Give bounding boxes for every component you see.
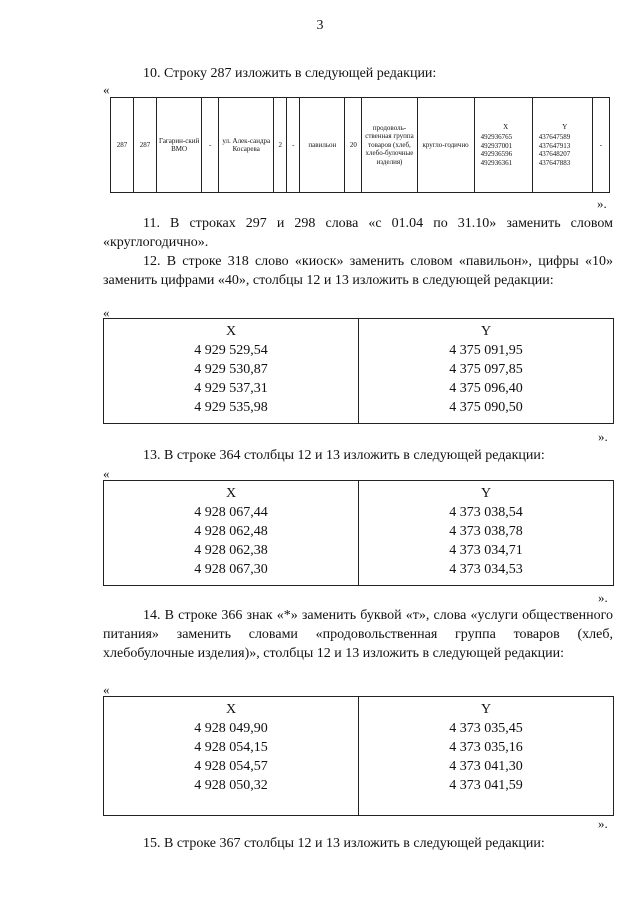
x-value: 4 928 049,90	[194, 721, 268, 736]
paragraph-15: 15. В строке 367 столбцы 12 и 13 изложить в следующей редакции:	[143, 836, 545, 851]
x-column	[104, 481, 359, 586]
y-header: Y	[480, 702, 492, 717]
paragraph-11: 11. В строках 297 и 298 слова «с 01.04 по 31.10» заменить словом «круглогодично».	[103, 216, 613, 250]
quote-open: «	[103, 466, 110, 481]
x-value: 4 929 530,87	[194, 362, 268, 377]
x-value: 492936765	[480, 133, 513, 142]
cell-c4: -	[202, 98, 219, 193]
y-value: 4 375 090,50	[449, 400, 523, 415]
table-row	[111, 98, 610, 193]
x-value: 4 928 054,15	[194, 740, 268, 755]
cell-c11: кругло-годично	[417, 98, 474, 193]
y-column	[359, 697, 614, 816]
x-value: 4 928 062,48	[194, 524, 268, 539]
y-value: 437647589	[538, 133, 571, 142]
quote-close: ».	[597, 196, 607, 211]
cell-c1: 287	[111, 98, 134, 193]
table-row	[104, 481, 614, 586]
cell-c6: 2	[274, 98, 287, 193]
y-value: 4 373 035,45	[449, 721, 523, 736]
paragraph-10: 10. Строку 287 изложить в следующей редакции:	[143, 66, 437, 81]
quote-close: ».	[598, 816, 608, 831]
y-value: 4 373 038,54	[449, 505, 523, 520]
y-value: 4 373 041,30	[449, 759, 523, 774]
y-header: Y	[480, 486, 492, 501]
y-value: 437648207	[538, 150, 571, 159]
x-header: X	[503, 122, 509, 131]
x-value: 4 928 067,30	[194, 562, 268, 577]
y-value: 4 373 035,16	[449, 740, 523, 755]
y-value: 4 373 034,71	[449, 543, 523, 558]
cell-c2: 287	[134, 98, 157, 193]
x-value: 492936361	[480, 158, 513, 167]
y-value: 437647913	[538, 141, 571, 150]
coord-table-14	[103, 696, 614, 816]
x-value: 4 929 529,54	[194, 343, 268, 358]
y-value: 4 373 034,53	[449, 562, 523, 577]
y-column	[359, 481, 614, 586]
y-value: 4 375 091,95	[449, 343, 523, 358]
paragraph-13: 13. В строке 364 столбцы 12 и 13 изложить в следующей редакции:	[143, 448, 545, 463]
paragraph-14: 14. В строке 366 знак «*» заменить буквой «т», слова «услуги общественного питания» заменить словами «продовольственная группа товаров (хлеб, хлебобулочные изделия)», столбцы 12 и 13 изложить в следующей редакции:	[103, 608, 613, 661]
x-header: X	[225, 324, 237, 339]
x-column	[104, 697, 359, 816]
quote-open: «	[103, 682, 110, 697]
paragraph-12: 12. В строке 318 слово «киоск» заменить словом «павильон», цифры «10» заменить цифрами «40», столбцы 12 и 13 изложить в следующей редакции:	[103, 254, 613, 288]
x-value: 492936596	[480, 150, 513, 159]
x-column	[104, 319, 359, 424]
cell-c7: -	[287, 98, 300, 193]
coord-table-12	[103, 318, 614, 424]
x-header: X	[225, 486, 237, 501]
x-value: 4 928 054,57	[194, 759, 268, 774]
y-header: Y	[480, 324, 492, 339]
coord-table-13	[103, 480, 614, 586]
y-column	[359, 319, 614, 424]
x-value: 492937001	[480, 141, 513, 150]
y-value: 4 373 038,78	[449, 524, 523, 539]
cell-x	[474, 98, 532, 193]
x-value: 4 928 067,44	[194, 505, 268, 520]
table-row	[104, 697, 614, 816]
quote-open: «	[103, 82, 110, 97]
cell-c9: 20	[345, 98, 362, 193]
quote-close: ».	[598, 590, 608, 605]
cell-c5: ул. Алек-сандра Косарева	[219, 98, 274, 193]
quote-close: ».	[598, 429, 608, 444]
x-value: 4 929 535,98	[194, 400, 268, 415]
y-value: 437647883	[538, 158, 571, 167]
x-header: X	[225, 702, 237, 717]
y-value: 4 375 096,40	[449, 381, 523, 396]
x-value: 4 928 062,38	[194, 543, 268, 558]
y-header: Y	[562, 122, 568, 131]
y-value: 4 373 041,59	[449, 778, 523, 793]
cell-c10: продоволь-ственная группа товаров (хлеб, хлебо-булочные изделия)	[362, 98, 417, 193]
x-value: 4 929 537,31	[194, 381, 268, 396]
x-value: 4 928 050,32	[194, 778, 268, 793]
page-number: 3	[316, 18, 324, 33]
cell-c3: Гагарин-ский ВМО	[157, 98, 202, 193]
quote-open: «	[103, 305, 110, 320]
cell-c8: павильон	[300, 98, 345, 193]
cell-y	[532, 98, 592, 193]
y-value: 4 375 097,85	[449, 362, 523, 377]
row-287-table	[110, 97, 610, 193]
cell-c14: -	[592, 98, 609, 193]
table-row	[104, 319, 614, 424]
